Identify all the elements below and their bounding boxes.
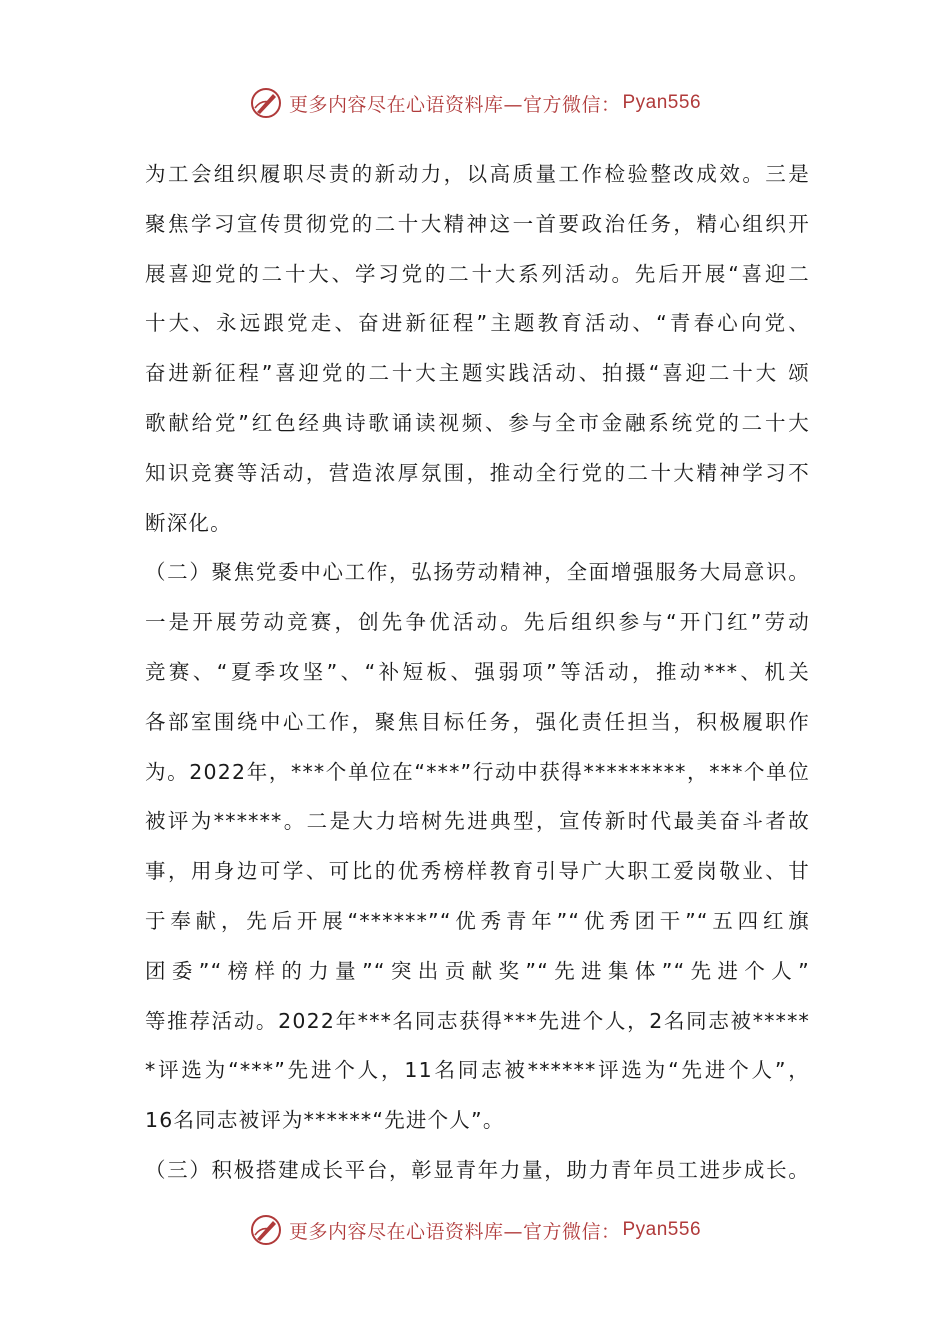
text-line: 16名同志被评为******“先进个人”。 [145, 1108, 505, 1133]
document-body [145, 150, 810, 1196]
text-line: 断深化。 [145, 510, 232, 535]
section-heading: （三）积极搭建成长平台，彰显青年力量，助力青年员工进步成长。 [145, 1157, 810, 1182]
text-line: 聚焦学习宣传贯彻党的二十大精神这一首要政治任务，精心组织开 [145, 211, 810, 236]
text-line: 一是开展劳动竞赛，创先争优活动。先后组织参与“开门红”劳动 [145, 610, 810, 635]
text-line: 为。2022年，***个单位在“***”行动中获得*********，***个单位 [145, 759, 810, 784]
text-line: 竞赛、“夏季攻坚”、“补短板、强弱项”等活动，推动***、机关 [145, 659, 810, 684]
pen-logo-icon [249, 86, 283, 120]
text-line: 知识竞赛等活动，营造浓厚氛围，推动全行党的二十大精神学习不 [145, 460, 810, 485]
watermark-header [0, 85, 950, 121]
text-line: 展喜迎党的二十大、学习党的二十大系列活动。先后开展“喜迎二 [145, 261, 810, 286]
text-line: 十大、永远跟党走、奋进新征程”主题教育活动、“青春心向党、 [145, 311, 810, 336]
watermark-contact: Pyan556 [622, 92, 702, 113]
text-line: 等推荐活动。2022年***名同志获得***先进个人，2名同志被***** [145, 1008, 810, 1033]
text-line: 于奉献，先后开展“******”“优秀青年”“优秀团干”“五四红旗 [145, 908, 810, 933]
text-line: 各部室围绕中心工作，聚焦目标任务，强化责任担当，积极履职作 [145, 709, 810, 734]
text-line: 歌献给党”红色经典诗歌诵读视频、参与全市金融系统党的二十大 [145, 410, 810, 435]
text-line: 奋进新征程”喜迎党的二十大主题实践活动、拍摄“喜迎二十大 颂 [145, 361, 810, 386]
watermark-text: 更多内容尽在心语资料库—官方微信： [288, 93, 621, 116]
watermark-footer [0, 1212, 950, 1248]
pen-logo-icon [249, 1213, 283, 1247]
text-line: 事，用身边可学、可比的优秀榜样教育引导广大职工爱岗敬业、甘 [145, 859, 810, 884]
text-line: 被评为******。二是大力培树先进典型，宣传新时代最美奋斗者故 [145, 809, 810, 834]
watermark-contact: Pyan556 [622, 1219, 702, 1240]
text-line: *评选为“***”先进个人，11名同志被******评选为“先进个人”， [145, 1058, 810, 1083]
text-line: 团委”“榜样的力量”“突出贡献奖”“先进集体”“先进个人” [145, 958, 810, 983]
text-line: 为工会组织履职尽责的新动力，以高质量工作检验整改成效。三是 [145, 162, 810, 186]
section-heading: （二）聚焦党委中心工作，弘扬劳动精神，全面增强服务大局意识。 [145, 560, 810, 585]
watermark-text: 更多内容尽在心语资料库—官方微信： [288, 1220, 621, 1243]
